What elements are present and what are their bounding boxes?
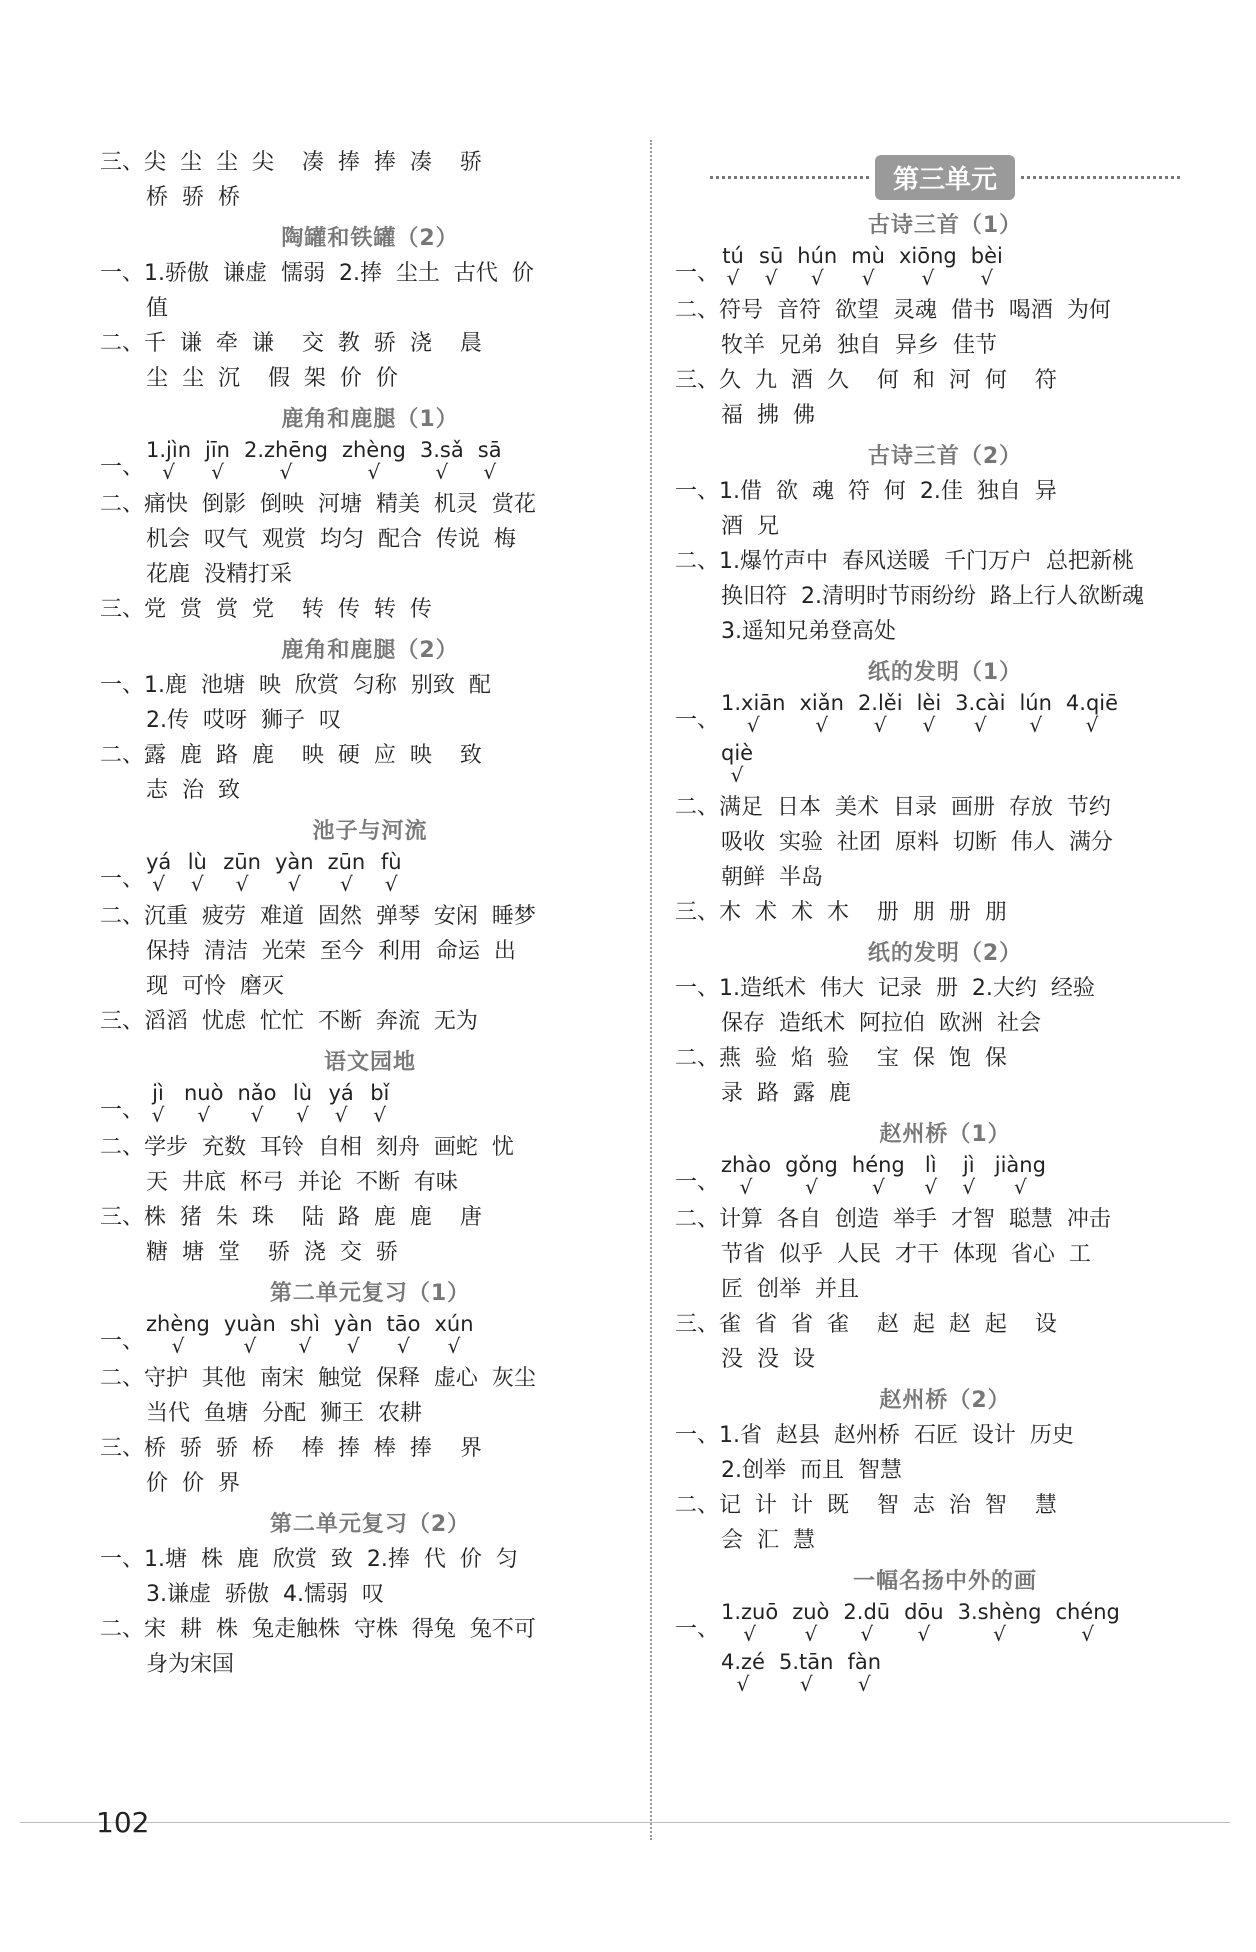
check-mark-icon: √: [197, 1103, 211, 1127]
answer-line: 机会 叹气 观赏 均匀 配合 传说 梅: [146, 527, 516, 552]
pinyin-answer: [1055, 1599, 1120, 1646]
pinyin-answer: [721, 740, 754, 787]
pinyin-text: bèi: [970, 244, 1003, 268]
check-mark-icon: √: [726, 266, 740, 290]
answer-line: 二、宋 耕 株 兔走触株 守株 得兔 兔不可: [100, 1617, 536, 1642]
answer-line: 2.传 哎呀 狮子 叹: [146, 708, 341, 733]
pinyin-answer: [146, 1311, 210, 1358]
pinyin-answer-row: [675, 243, 1215, 290]
answer-line: 现 可怜 磨灭: [146, 974, 284, 999]
pinyin-answer: [797, 243, 838, 290]
answer-line: 酒 兄: [721, 514, 779, 539]
pinyin-text: héng: [851, 1153, 905, 1177]
pinyin-text: zhèng: [146, 1312, 210, 1336]
pinyin-answer: [184, 1080, 224, 1127]
pinyin-text: 4.qiē: [1065, 691, 1119, 715]
pinyin-text: nuò: [184, 1081, 224, 1105]
bottom-rule: [20, 1822, 1230, 1823]
pinyin-answer-row: [100, 1311, 640, 1358]
answer-line: 三、党 赏 赏 党 转 传 转 传: [100, 597, 432, 622]
pinyin-answer: [759, 243, 784, 290]
pinyin-answer: [223, 849, 261, 896]
check-mark-icon: √: [739, 1175, 753, 1199]
check-mark-icon: √: [1029, 713, 1043, 737]
right-column: [675, 145, 1215, 1699]
answer-line: 三、滔滔 忧虑 忙忙 不断 奔流 无为: [100, 1009, 478, 1034]
check-mark-icon: √: [860, 1622, 874, 1646]
check-mark-icon: √: [857, 1672, 871, 1696]
pinyin-text: 3.shèng: [957, 1600, 1042, 1624]
answer-line: 二、痛快 倒影 倒映 河塘 精美 机灵 赏花: [100, 492, 536, 517]
check-mark-icon: √: [151, 1103, 165, 1127]
check-mark-icon: √: [810, 266, 824, 290]
question-label: 一、: [675, 1617, 720, 1642]
pinyin-answer: [957, 1152, 981, 1199]
pinyin-answer: [904, 1599, 944, 1646]
pinyin-answer-row: [675, 1152, 1215, 1199]
check-mark-icon: √: [483, 460, 497, 484]
check-mark-icon: √: [924, 1175, 938, 1199]
pinyin-answer: [289, 1311, 320, 1358]
pinyin-answer: [1019, 690, 1052, 737]
pinyin-answer: [434, 1311, 474, 1358]
pinyin-text: lì: [924, 1153, 937, 1177]
pinyin-answer: [994, 1152, 1046, 1199]
pinyin-answer-row: [675, 740, 1215, 787]
pinyin-text: 1.xiān: [721, 691, 786, 715]
pinyin-answer: [185, 849, 209, 896]
pinyin-answer: [851, 243, 885, 290]
check-mark-icon: √: [296, 1103, 309, 1127]
answer-line: 二、计算 各自 创造 举手 才智 聪慧 冲击: [675, 1207, 1111, 1232]
question-label: 一、: [675, 1170, 720, 1195]
pinyin-answer: [721, 243, 745, 290]
pinyin-answer-row: [675, 1649, 1215, 1696]
check-mark-icon: √: [1085, 713, 1099, 737]
check-mark-icon: √: [384, 872, 398, 896]
banner-dots: [710, 176, 869, 179]
pinyin-answer: [368, 1080, 392, 1127]
pinyin-answer: [721, 1152, 772, 1199]
pinyin-text: gǒng: [785, 1153, 838, 1177]
pinyin-text: yàn: [333, 1312, 373, 1336]
pinyin-answer: [957, 1599, 1042, 1646]
pinyin-text: dōu: [904, 1600, 944, 1624]
check-mark-icon: √: [340, 872, 353, 896]
section-title: 语文园地: [323, 1050, 416, 1075]
pinyin-answer: [970, 243, 1003, 290]
answer-line: 二、露 鹿 路 鹿 映 硬 应 映 致: [100, 743, 482, 768]
pinyin-answer: [843, 1599, 891, 1646]
pinyin-answer: [721, 1649, 765, 1696]
answer-line: 匠 创举 并且: [721, 1277, 859, 1302]
pinyin-text: lún: [1019, 691, 1052, 715]
pinyin-text: lù: [292, 1081, 313, 1105]
pinyin-text: 2.lěi: [857, 691, 903, 715]
check-mark-icon: √: [815, 713, 829, 737]
pinyin-answer: [327, 849, 366, 896]
pinyin-answer-row: [100, 1080, 640, 1127]
answer-line: 3.谦虚 骄傲 4.懦弱 叹: [146, 1582, 384, 1607]
pinyin-text: yá: [328, 1081, 354, 1105]
check-mark-icon: √: [743, 1622, 756, 1646]
pinyin-text: fàn: [847, 1650, 882, 1674]
pinyin-answer: [857, 690, 903, 737]
pinyin-answer: [851, 1152, 905, 1199]
check-mark-icon: √: [435, 460, 449, 484]
pinyin-text: zuò: [792, 1600, 830, 1624]
answer-line: 没 没 设: [721, 1347, 815, 1372]
section-title: 第二单元复习（2）: [269, 1512, 471, 1537]
pinyin-text: zūn: [223, 850, 261, 874]
pinyin-answer-row: [675, 1599, 1215, 1646]
section-title: 纸的发明（1）: [867, 660, 1023, 685]
pinyin-text: xún: [434, 1312, 474, 1336]
check-mark-icon: √: [334, 1103, 348, 1127]
answer-line: 花鹿 没精打采: [146, 562, 292, 587]
answer-line: 二、千 谦 牵 谦 交 教 骄 浇 晨: [100, 331, 482, 356]
unit-banner: [710, 155, 1180, 200]
pinyin-text: lù: [187, 850, 207, 874]
answer-line: 一、1.省 赵县 赵州桥 石匠 设计 历史: [675, 1423, 1074, 1448]
pinyin-text: qiè: [721, 741, 754, 765]
pinyin-answer-row: [100, 437, 640, 484]
check-mark-icon: √: [447, 1334, 461, 1358]
section-title: 一幅名扬中外的画: [852, 1569, 1037, 1594]
pinyin-text: yá: [146, 850, 172, 874]
answer-line: 2.创举 而且 智慧: [721, 1458, 902, 1483]
pinyin-answer: [244, 437, 328, 484]
check-mark-icon: √: [804, 1622, 818, 1646]
answer-line: 三、桥 骄 骄 桥 棒 捧 棒 捧 界: [100, 1436, 482, 1461]
pinyin-answer: [146, 849, 172, 896]
answer-line: 保存 造纸术 阿拉伯 欧洲 社会: [721, 1011, 1041, 1036]
pinyin-text: 5.tān: [778, 1650, 834, 1674]
section-title: 古诗三首（2）: [867, 444, 1023, 469]
pinyin-answer: [237, 1080, 277, 1127]
pinyin-text: lèi: [916, 691, 942, 715]
pinyin-text: chéng: [1055, 1600, 1120, 1624]
check-mark-icon: √: [367, 460, 381, 484]
answer-line: 节省 似乎 人民 才干 体现 省心 工: [721, 1242, 1091, 1267]
pinyin-text: jì: [152, 1081, 164, 1105]
pinyin-text: xiǎn: [799, 691, 844, 715]
check-mark-icon: √: [921, 266, 935, 290]
section-title: 纸的发明（2）: [867, 941, 1023, 966]
answer-line: 录 路 露 鹿: [721, 1081, 851, 1106]
pinyin-text: 2.zhēng: [244, 438, 328, 462]
check-mark-icon: √: [287, 872, 301, 896]
pinyin-text: 1.zuō: [721, 1600, 779, 1624]
pinyin-answer: [1065, 690, 1119, 737]
answer-line: 糖 塘 堂 骄 浇 交 骄: [146, 1240, 398, 1265]
check-mark-icon: √: [799, 1672, 813, 1696]
pinyin-answer: [955, 690, 1006, 737]
pinyin-answer: [792, 1599, 830, 1646]
check-mark-icon: √: [1081, 1622, 1095, 1646]
pinyin-text: 3.cài: [955, 691, 1006, 715]
pinyin-answer: [146, 437, 192, 484]
check-mark-icon: √: [736, 1672, 750, 1696]
section-title: 第二单元复习（1）: [269, 1281, 471, 1306]
pinyin-text: sā: [477, 438, 502, 462]
pinyin-answer: [919, 1152, 943, 1199]
check-mark-icon: √: [162, 460, 175, 484]
answer-line: 二、守护 其他 南宋 触觉 保释 虚心 灰尘: [100, 1366, 536, 1391]
check-mark-icon: √: [298, 1334, 312, 1358]
answer-line: 一、1.骄傲 谦虚 懦弱 2.捧 尘土 古代 价: [100, 261, 534, 286]
pinyin-text: yàn: [274, 850, 314, 874]
section-title: 赵州桥（1）: [879, 1122, 1011, 1147]
check-mark-icon: √: [211, 460, 224, 484]
answer-line: 天 井底 杯弓 并论 不断 有味: [146, 1170, 458, 1195]
pinyin-answer: [205, 437, 230, 484]
column-divider: [650, 140, 652, 1840]
answer-line: 一、1.鹿 池塘 映 欣赏 匀称 别致 配: [100, 673, 491, 698]
pinyin-answer: [146, 1080, 170, 1127]
check-mark-icon: √: [917, 1622, 931, 1646]
pinyin-text: shì: [289, 1312, 320, 1336]
pinyin-answer: [341, 437, 406, 484]
pinyin-text: 1.jìn: [146, 438, 192, 462]
pinyin-text: 3.sǎ: [419, 438, 464, 462]
answer-line: 朝鲜 半岛: [721, 865, 823, 890]
pinyin-answer: [721, 690, 786, 737]
question-label: 一、: [100, 867, 145, 892]
left-column: [100, 145, 640, 1682]
pinyin-answer: [379, 849, 403, 896]
answer-line: 桥 骄 桥: [146, 185, 240, 210]
pinyin-answer: [419, 437, 464, 484]
check-mark-icon: √: [1013, 1175, 1027, 1199]
banner-dots: [1021, 176, 1180, 179]
answer-line: 会 汇 慧: [721, 1528, 815, 1553]
pinyin-answer: [799, 690, 844, 737]
pinyin-answer: [847, 1649, 882, 1696]
pinyin-answer: [778, 1649, 834, 1696]
pinyin-text: fù: [380, 850, 402, 874]
pinyin-answer: [333, 1311, 373, 1358]
check-mark-icon: √: [922, 713, 936, 737]
check-mark-icon: √: [764, 266, 778, 290]
pinyin-answer: [785, 1152, 838, 1199]
check-mark-icon: √: [973, 713, 987, 737]
pinyin-text: tāo: [386, 1312, 421, 1336]
pinyin-text: bǐ: [370, 1081, 390, 1105]
section-title: 鹿角和鹿腿（1）: [281, 407, 459, 432]
answer-line: 一、1.塘 株 鹿 欣赏 致 2.捧 代 价 匀: [100, 1547, 518, 1572]
question-label: 一、: [100, 455, 145, 480]
pinyin-answer-row: [100, 849, 640, 896]
section-title: 池子与河流: [312, 819, 428, 844]
answer-line: 三、尖 尘 尘 尖 凑 捧 捧 凑 骄: [100, 150, 482, 175]
answer-line: 三、株 猪 朱 珠 陆 路 鹿 鹿 唐: [100, 1205, 482, 1230]
check-mark-icon: √: [980, 266, 994, 290]
check-mark-icon: √: [346, 1334, 360, 1358]
answer-line: 二、沉重 疲劳 难道 固然 弹琴 安闲 睡梦: [100, 904, 536, 929]
answer-line: 三、久 九 酒 久 何 和 河 何 符: [675, 368, 1057, 393]
pinyin-text: jīn: [205, 438, 230, 462]
answer-line: 3.遥知兄弟登高处: [721, 619, 896, 644]
section-title: 赵州桥（2）: [879, 1388, 1011, 1413]
pinyin-text: jiàng: [994, 1153, 1046, 1177]
check-mark-icon: √: [279, 460, 293, 484]
check-mark-icon: √: [805, 1175, 818, 1199]
pinyin-answer: [898, 243, 957, 290]
pinyin-answer: [291, 1080, 315, 1127]
check-mark-icon: √: [152, 872, 166, 896]
answer-line: 志 治 致: [146, 778, 240, 803]
pinyin-answer: [223, 1311, 276, 1358]
question-label: 一、: [675, 708, 720, 733]
answer-line: 三、木 术 术 木 册 朋 册 朋: [675, 900, 1007, 925]
answer-line: 二、满足 日本 美术 目录 画册 存放 节约: [675, 795, 1111, 820]
pinyin-answer-row: [675, 690, 1215, 737]
pinyin-text: yuàn: [223, 1312, 276, 1336]
check-mark-icon: √: [397, 1334, 410, 1358]
pinyin-text: zhào: [721, 1153, 772, 1177]
pinyin-answer: [916, 690, 942, 737]
answer-line: 三、雀 省 省 雀 赵 起 赵 起 设: [675, 1312, 1057, 1337]
answer-line: 尘 尘 沉 假 架 价 价: [146, 366, 398, 391]
question-label: 一、: [100, 1329, 145, 1354]
pinyin-text: jì: [962, 1153, 975, 1177]
unit-title: 第三单元: [875, 155, 1015, 200]
pinyin-text: hún: [797, 244, 838, 268]
pinyin-text: 4.zé: [721, 1650, 765, 1674]
pinyin-text: nǎo: [237, 1081, 277, 1105]
check-mark-icon: √: [873, 713, 887, 737]
answer-line: 值: [146, 296, 169, 321]
section-title: 陶罐和铁罐（2）: [281, 226, 459, 251]
check-mark-icon: √: [235, 872, 249, 896]
answer-line: 福 拂 佛: [721, 403, 815, 428]
pinyin-answer: [386, 1311, 421, 1358]
check-mark-icon: √: [746, 713, 760, 737]
answer-line: 换旧符 2.清明时节雨纷纷 路上行人欲断魂: [721, 584, 1144, 609]
check-mark-icon: √: [190, 872, 204, 896]
check-mark-icon: √: [871, 1175, 885, 1199]
answer-line: 二、学步 充数 耳铃 自相 刻舟 画蛇 忧: [100, 1135, 514, 1160]
pinyin-text: xiōng: [898, 244, 957, 268]
page-number: 102: [96, 1806, 150, 1839]
check-mark-icon: √: [861, 266, 875, 290]
question-label: 一、: [675, 261, 720, 286]
answer-line: 牧羊 兄弟 独自 异乡 佳节: [721, 333, 997, 358]
check-mark-icon: √: [730, 763, 744, 787]
answer-line: 二、1.爆竹声中 春风送暖 千门万户 总把新桃: [675, 549, 1134, 574]
answer-line: 身为宋国: [146, 1652, 235, 1677]
answer-line: 一、1.造纸术 伟大 记录 册 2.大约 经验: [675, 976, 1095, 1001]
check-mark-icon: √: [962, 1175, 976, 1199]
check-mark-icon: √: [993, 1622, 1006, 1646]
pinyin-answer: [721, 1599, 779, 1646]
answer-line: 当代 鱼塘 分配 狮王 农耕: [146, 1401, 422, 1426]
answer-line: 二、记 计 计 既 智 志 治 智 慧: [675, 1493, 1057, 1518]
answer-line: 二、符号 音符 欲望 灵魂 借书 喝酒 为何: [675, 298, 1111, 323]
answer-line: 吸收 实验 社团 原料 切断 伟人 满分: [721, 830, 1113, 855]
check-mark-icon: √: [250, 1103, 264, 1127]
pinyin-text: tú: [722, 244, 744, 268]
pinyin-answer: [274, 849, 314, 896]
check-mark-icon: √: [373, 1103, 387, 1127]
check-mark-icon: √: [243, 1334, 257, 1358]
section-title: 鹿角和鹿腿（2）: [281, 638, 459, 663]
pinyin-answer: [328, 1080, 354, 1127]
question-label: 一、: [100, 1098, 145, 1123]
pinyin-text: sū: [759, 244, 784, 268]
pinyin-text: 2.dū: [843, 1600, 891, 1624]
answer-line: 保持 清洁 光荣 至今 利用 命运 出: [146, 939, 516, 964]
answer-line: 价 价 界: [146, 1471, 240, 1496]
section-title: 古诗三首（1）: [867, 213, 1023, 238]
pinyin-answer: [477, 437, 502, 484]
check-mark-icon: √: [171, 1334, 185, 1358]
pinyin-text: mù: [851, 244, 885, 268]
pinyin-text: zūn: [327, 850, 366, 874]
answer-line: 二、燕 验 焰 验 宝 保 饱 保: [675, 1046, 1007, 1071]
pinyin-text: zhèng: [341, 438, 406, 462]
answer-line: 一、1.借 欲 魂 符 何 2.佳 独自 异: [675, 479, 1057, 504]
